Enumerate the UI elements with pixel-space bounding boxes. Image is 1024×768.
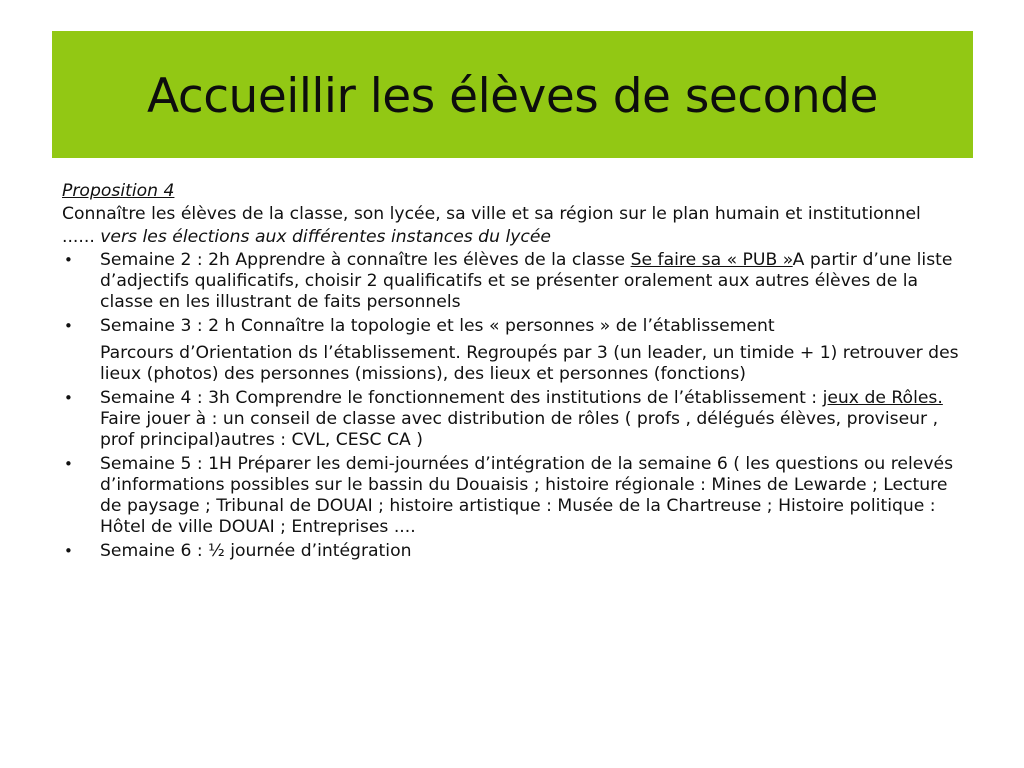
list-item-week6 xyxy=(62,541,970,562)
slide-body xyxy=(62,181,970,565)
week2-text-rest: A partir d’une liste d’adjectifs qualificatifs, choisir 2 qualificatifs et se présenter oralement aux autres élèves de la classe en les illustrant de faits personnels xyxy=(100,250,953,312)
bullet-icon: • xyxy=(64,317,73,335)
week5-text: Semaine 5 : 1H Préparer les demi-journées d’intégration de la semaine 6 ( les questions ou relevés d’informations possibles sur le bassin du Douaisis ; histoire régionale : Mines de Lewarde ; Lecture de paysage ; Tribunal de DOUAI ; histoire artistique : Musée de la Chartreuse ; Histoire politique : Hôtel de ville DOUAI ; Entreprises .... xyxy=(100,454,954,537)
intro-text: Connaître les élèves de la classe, son lycée, sa ville et sa région sur le plan humain et institutionnel xyxy=(62,204,921,224)
week4-text: Semaine 4 : 3h Comprendre le fonctionnement des institutions de l’établissement : xyxy=(100,388,823,408)
title-band xyxy=(52,31,973,158)
bullet-icon: • xyxy=(64,251,73,269)
dots-text: vers les élections aux différentes instances du lycée xyxy=(100,227,551,247)
bullet-icon: • xyxy=(64,542,73,560)
dots-line xyxy=(62,227,970,248)
list-item-week3 xyxy=(62,316,970,337)
weeks-list xyxy=(62,250,970,337)
pub-link[interactable]: Se faire sa « PUB » xyxy=(630,250,793,270)
bullet-icon: • xyxy=(64,455,73,473)
list-item-week4 xyxy=(62,388,970,451)
weeks-list-continued xyxy=(62,388,970,562)
week3-text: Semaine 3 : 2 h Connaître la topologie et les « personnes » de l’établissement xyxy=(100,316,775,336)
slide-title: Accueillir les élèves de seconde xyxy=(147,69,878,124)
list-item-week2 xyxy=(62,250,970,313)
week3-detail: Parcours d’Orientation ds l’établissement. Regroupés par 3 (un leader, un timide + 1) retrouver des lieux (photos) des personnes (missions), des lieux et personnes (fonctions) xyxy=(100,343,959,384)
roles-link[interactable]: jeux de Rôles. xyxy=(822,388,943,408)
week6-text: Semaine 6 : ½ journée d’intégration xyxy=(100,541,412,561)
bullet-icon: • xyxy=(64,389,73,407)
week2-text: Semaine 2 : 2h Apprendre à connaître les élèves de la classe xyxy=(100,250,631,270)
list-item-week5 xyxy=(62,454,970,538)
week4-text-rest: Faire jouer à : un conseil de classe avec distribution de rôles ( profs , délégués élèves, proviseur , prof principal)autres : CVL, CESC CA ) xyxy=(100,409,939,450)
dots-prefix: ...... xyxy=(62,227,95,247)
proposition-heading: Proposition 4 xyxy=(62,181,175,201)
